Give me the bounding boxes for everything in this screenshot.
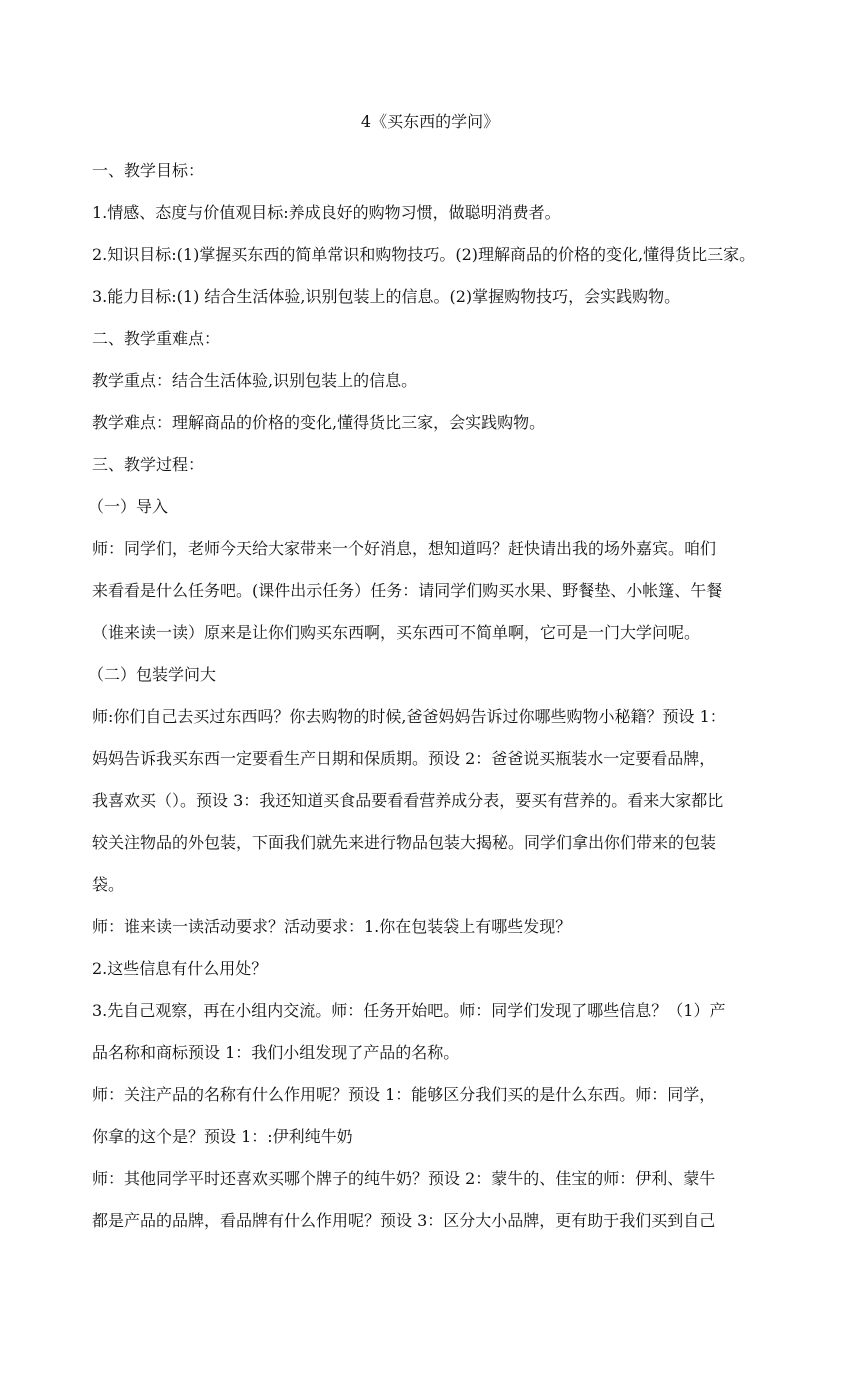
paragraph-line: （谁来读一读）原来是让你们购买东西啊，买东西可不简单啊，它可是一门大学问呢。 bbox=[92, 623, 701, 642]
paragraph-line: 品名称和商标预设 1：我们小组发现了产品的名称。 bbox=[92, 1043, 460, 1062]
paragraph-line: 师：同学们，老师今天给大家带来一个好消息，想知道吗？赶快请出我的场外嘉宾。咱们 bbox=[92, 539, 717, 558]
paragraph-line: 师:你们自己去买过东西吗？你去购物的时候,爸爸妈妈告诉过你哪些购物小秘籍？预设 1： bbox=[92, 707, 726, 726]
paragraph-line: 来看看是什么任务吧。(课件出示任务）任务：请同学们购买水果、野餐垫、小帐篷、午餐 bbox=[92, 581, 723, 600]
section-heading-key-points: 二、教学重难点： bbox=[92, 329, 221, 348]
document-body bbox=[88, 150, 774, 1242]
paragraph-line: 3.先自己观察，再在小组内交流。师：任务开始吧。师：同学们发现了哪些信息？（1）产 bbox=[92, 1001, 726, 1020]
paragraph-line: 都是产品的品牌，看品牌有什么作用呢？预设 3：区分大小品牌，更有助于我们买到自己 bbox=[92, 1211, 716, 1230]
paragraph-line: 你拿的这个是？预设 1：:伊利纯牛奶 bbox=[92, 1127, 353, 1146]
paragraph-line: 2.知识目标:(1)掌握买东西的简单常识和购物技巧。(2)理解商品的价格的变化,懂得货比三家。 bbox=[92, 245, 756, 264]
paragraph-line: 2.这些信息有什么用处？ bbox=[92, 959, 268, 978]
paragraph-line: 师：谁来读一读活动要求？活动要求：1.你在包装袋上有哪些发现？ bbox=[92, 917, 572, 936]
paragraph-line: 我喜欢买（）。预设 3：我还知道买食品要看看营养成分表，要买有营养的。看来大家都比 bbox=[92, 791, 724, 810]
paragraph-line: 教学难点：理解商品的价格的变化,懂得货比三家，会实践购物。 bbox=[92, 413, 546, 432]
paragraph-line: 较关注物品的外包装，下面我们就先来进行物品包装大揭秘。同学们拿出你们带来的包装 bbox=[92, 833, 717, 852]
subsection-heading-intro: （一）导入 bbox=[88, 497, 169, 516]
section-heading-objectives: 一、教学目标： bbox=[92, 161, 205, 180]
paragraph-line: 师：其他同学平时还喜欢买哪个牌子的纯牛奶？预设 2：蒙牛的、佳宝的师：伊利、蒙牛 bbox=[92, 1169, 716, 1188]
paragraph-line: 妈妈告诉我买东西一定要看生产日期和保质期。预设 2：爸爸说买瓶装水一定要看品牌， bbox=[92, 749, 716, 768]
paragraph-line: 3.能力目标:(1) 结合生活体验,识别包装上的信息。(2)掌握购物技巧，会实践购物。 bbox=[92, 287, 681, 306]
section-heading-process: 三、教学过程： bbox=[92, 455, 205, 474]
subsection-heading-packaging: （二）包装学问大 bbox=[88, 665, 217, 684]
paragraph-line: 教学重点：结合生活体验,识别包装上的信息。 bbox=[92, 371, 418, 390]
paragraph-line: 师：关注产品的名称有什么作用呢？预设 1：能够区分我们买的是什么东西。师：同学， bbox=[92, 1085, 716, 1104]
document-title: 4《买东西的学问》 bbox=[360, 112, 500, 131]
paragraph-line: 袋。 bbox=[92, 875, 125, 894]
paragraph-line: 1.情感、态度与价值观目标:养成良好的购物习惯，做聪明消费者。 bbox=[92, 203, 561, 222]
